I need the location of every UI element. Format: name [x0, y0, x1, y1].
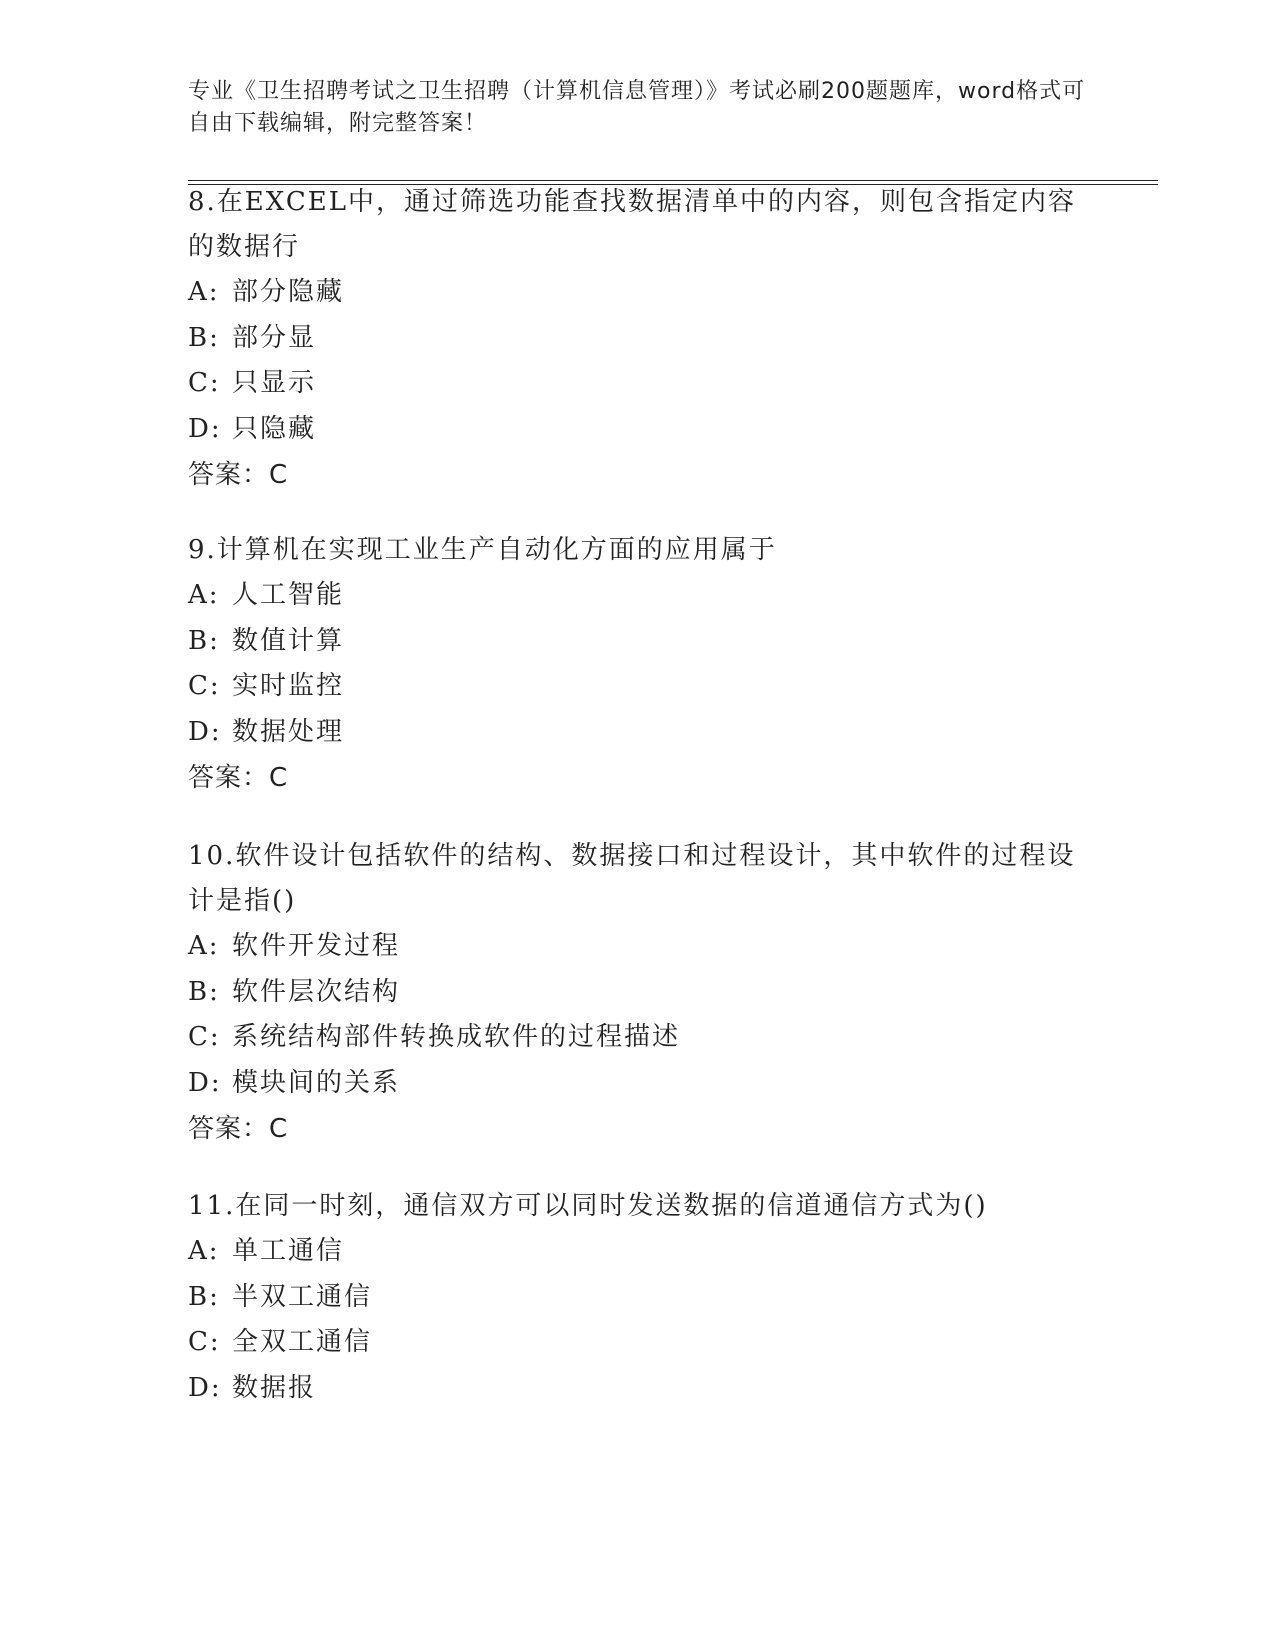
answer-line: 答案：C [188, 1114, 289, 1144]
option-d [188, 407, 1088, 453]
option-text: 软件开发过程 [232, 931, 401, 961]
option-text: 只隐藏 [232, 413, 317, 444]
question-stem: 8.在EXCEL中，通过筛选功能查找数据清单中的内容，则包含指定内容的数据行 [188, 187, 1076, 262]
option-letter: A: [188, 931, 220, 961]
question-8 [188, 180, 1088, 498]
option-text: 数据处理 [232, 716, 345, 747]
question-11 [188, 1184, 1088, 1411]
option-d [188, 1061, 1088, 1107]
question-10 [188, 834, 1088, 1152]
option-text: 全双工通信 [232, 1327, 373, 1357]
answer-line: 答案：C [188, 460, 289, 490]
option-d [188, 710, 1088, 756]
option-letter: C: [188, 368, 221, 398]
option-text: 实时监控 [232, 671, 345, 701]
option-letter: D: [188, 716, 222, 747]
option-c [188, 361, 1088, 407]
option-b [188, 970, 1088, 1016]
option-c [188, 1320, 1088, 1366]
option-letter: B: [188, 625, 220, 656]
option-text: 数值计算 [232, 625, 345, 656]
option-a [188, 270, 1088, 316]
option-text: 软件层次结构 [232, 976, 401, 1007]
option-letter: B: [188, 976, 220, 1007]
option-text: 数据报 [232, 1372, 317, 1403]
option-letter: C: [188, 671, 221, 701]
option-text: 人工智能 [232, 580, 345, 610]
option-letter: B: [188, 322, 220, 353]
option-letter: A: [188, 580, 220, 610]
option-b [188, 1275, 1088, 1321]
option-text: 部分显 [232, 322, 317, 353]
option-letter: A: [188, 277, 220, 307]
option-a [188, 573, 1088, 619]
option-text: 模块间的关系 [232, 1067, 401, 1098]
document-page [188, 0, 1158, 1650]
question-stem: 11.在同一时刻，通信双方可以同时发送数据的信道通信方式为() [188, 1191, 988, 1221]
option-text: 部分隐藏 [232, 277, 345, 307]
option-letter: C: [188, 1022, 221, 1052]
document-intro: 专业《卫生招聘考试之卫生招聘（计算机信息管理）》考试必刷200题题库，word格式可自由下载编辑，附完整答案！ [188, 79, 1086, 136]
option-b [188, 316, 1088, 362]
option-d [188, 1366, 1088, 1412]
option-b [188, 619, 1088, 665]
option-letter: D: [188, 413, 222, 444]
option-text: 单工通信 [232, 1236, 345, 1266]
option-letter: A: [188, 1236, 220, 1266]
option-text: 系统结构部件转换成软件的过程描述 [232, 1022, 681, 1052]
option-letter: C: [188, 1327, 221, 1357]
question-stem: 10.软件设计包括软件的结构、数据接口和过程设计，其中软件的过程设计是指() [188, 841, 1076, 916]
question-9 [188, 528, 1088, 801]
answer-line: 答案：C [188, 763, 289, 793]
option-letter: D: [188, 1067, 222, 1098]
option-text: 只显示 [232, 368, 317, 398]
option-c [188, 664, 1088, 710]
option-text: 半双工通信 [232, 1281, 373, 1312]
option-a [188, 924, 1088, 970]
option-letter: B: [188, 1281, 220, 1312]
option-a [188, 1229, 1088, 1275]
option-letter: D: [188, 1372, 222, 1403]
option-c [188, 1015, 1088, 1061]
question-stem: 9.计算机在实现工业生产自动化方面的应用属于 [188, 535, 777, 565]
